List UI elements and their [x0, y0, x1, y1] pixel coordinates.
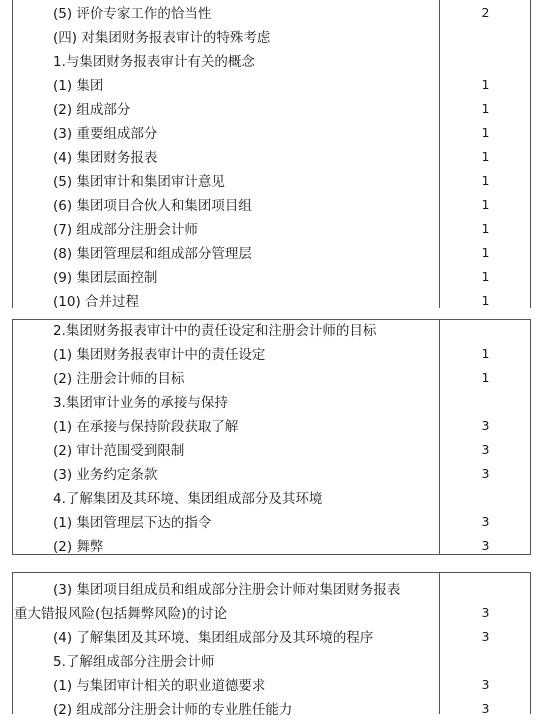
row-text: 重大错报风险(包括舞弊风险)的讨论	[14, 606, 228, 622]
row-score: 1	[481, 244, 490, 260]
syllabus-row	[13, 96, 530, 120]
syllabus-row	[13, 144, 530, 168]
row-score: 1	[481, 172, 490, 188]
row-text: (4) 了解集团及其环境、集团组成部分及其环境的程序	[53, 630, 374, 646]
syllabus-row	[13, 48, 530, 72]
syllabus-row	[13, 696, 530, 720]
row-score: 1	[481, 268, 490, 284]
row-text: (1) 与集团审计相关的职业道德要求	[53, 678, 266, 694]
syllabus-row	[13, 72, 530, 96]
syllabus-row	[13, 437, 530, 461]
row-text: 3.集团审计业务的承接与保持	[53, 395, 228, 411]
row-text: (1) 集团财务报表审计中的责任设定	[53, 347, 266, 363]
row-score: 3	[481, 513, 490, 529]
row-text: (9) 集团层面控制	[53, 270, 158, 286]
row-score: 3	[481, 441, 490, 457]
row-text: (5) 评价专家工作的恰当性	[53, 6, 212, 22]
row-score: 1	[481, 76, 490, 92]
syllabus-row	[13, 264, 530, 288]
row-text: (2) 组成部分注册会计师的专业胜任能力	[53, 702, 293, 718]
row-text: (7) 组成部分注册会计师	[53, 222, 198, 238]
row-text: 1.与集团财务报表审计有关的概念	[53, 54, 255, 70]
syllabus-row	[13, 168, 530, 192]
row-score: 3	[481, 628, 490, 644]
row-score: 3	[481, 465, 490, 481]
row-text: (8) 集团管理层和组成部分管理层	[53, 246, 252, 262]
syllabus-row	[13, 672, 530, 696]
row-text: (2) 舞弊	[53, 539, 104, 555]
syllabus-row	[13, 576, 530, 600]
row-score: 2	[481, 4, 490, 20]
row-text: 2.集团财务报表审计中的责任设定和注册会计师的目标	[53, 323, 377, 339]
syllabus-section-1	[12, 0, 531, 308]
syllabus-row	[13, 533, 530, 557]
syllabus-row	[13, 365, 530, 389]
row-text: 5.了解组成部分注册会计师	[53, 654, 215, 670]
row-text: (1) 集团	[53, 78, 104, 94]
syllabus-row	[13, 485, 530, 509]
row-text: (6) 集团项目合伙人和集团项目组	[53, 198, 252, 214]
syllabus-row	[13, 461, 530, 485]
syllabus-row	[13, 600, 530, 624]
row-score: 1	[481, 124, 490, 140]
row-text: (10) 合并过程	[53, 294, 140, 310]
row-text: (1) 在承接与保持阶段获取了解	[53, 419, 239, 435]
row-text: (4) 集团财务报表	[53, 150, 158, 166]
syllabus-section-2	[12, 319, 531, 555]
row-text: (3) 业务约定条款	[53, 467, 158, 483]
row-score: 3	[481, 700, 490, 716]
row-score: 1	[481, 220, 490, 236]
row-score: 1	[481, 196, 490, 212]
syllabus-row	[13, 317, 530, 341]
syllabus-row	[13, 240, 530, 264]
row-score: 1	[481, 148, 490, 164]
syllabus-row	[13, 288, 530, 312]
syllabus-row	[13, 341, 530, 365]
syllabus-row	[13, 389, 530, 413]
syllabus-section-3	[12, 572, 531, 718]
row-score: 3	[481, 604, 490, 620]
syllabus-row	[13, 0, 530, 24]
row-score: 1	[481, 100, 490, 116]
row-score: 3	[481, 537, 490, 553]
syllabus-row	[13, 24, 530, 48]
row-text: (1) 集团管理层下达的指令	[53, 515, 212, 531]
syllabus-row	[13, 216, 530, 240]
row-score: 1	[481, 292, 490, 308]
row-text: (2) 注册会计师的目标	[53, 371, 185, 387]
row-text: (2) 审计范围受到限制	[53, 443, 185, 459]
syllabus-row	[13, 192, 530, 216]
row-score: 3	[481, 676, 490, 692]
syllabus-row	[13, 624, 530, 648]
row-score: 1	[481, 345, 490, 361]
row-text: (5) 集团审计和集团审计意见	[53, 174, 225, 190]
row-score: 3	[481, 417, 490, 433]
syllabus-row	[13, 120, 530, 144]
row-text: (四) 对集团财务报表审计的特殊考虑	[53, 30, 271, 46]
syllabus-row	[13, 509, 530, 533]
row-text: (2) 组成部分	[53, 102, 131, 118]
row-text: (3) 集团项目组成员和组成部分注册会计师对集团财务报表	[53, 582, 401, 598]
row-text: (3) 重要组成部分	[53, 126, 158, 142]
syllabus-row	[13, 413, 530, 437]
syllabus-row	[13, 648, 530, 672]
row-score: 1	[481, 369, 490, 385]
row-text: 4.了解集团及其环境、集团组成部分及其环境	[53, 491, 323, 507]
